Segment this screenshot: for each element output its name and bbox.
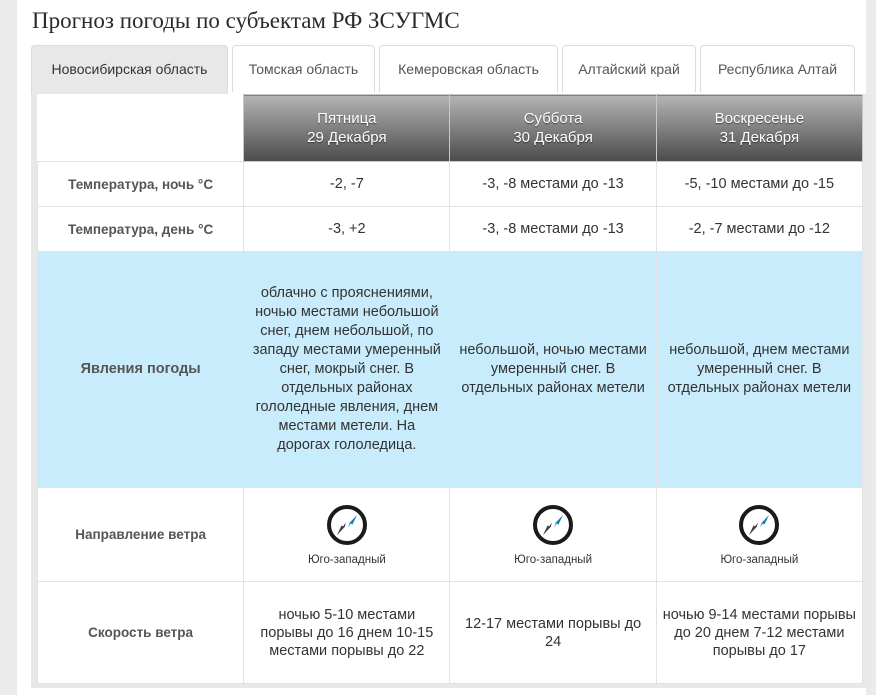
row-label: Явления погоды xyxy=(38,252,244,488)
wind-speed-value: 12-17 местами порывы до 24 xyxy=(450,582,656,684)
temp-night-value: -5, -10 местами до -15 xyxy=(656,162,862,207)
day-date: 29 Декабря xyxy=(307,129,387,146)
row-weather xyxy=(38,252,863,488)
wind-speed-value: ночью 5-10 местами порывы до 16 днем 10-15 местами порывы до 22 xyxy=(244,582,450,684)
wind-dir-cell xyxy=(656,488,862,582)
page-title: Прогноз погоды по субъектам РФ ЗСУГМС xyxy=(32,8,460,33)
row-label: Температура, день °С xyxy=(38,207,244,252)
header-corner xyxy=(38,95,244,162)
row-label: Скорость ветра xyxy=(38,582,244,684)
temp-night-value: -2, -7 xyxy=(244,162,450,207)
tab-panel xyxy=(31,94,871,688)
day-header-friday xyxy=(244,95,450,162)
weather-value: облачно с прояснениями, ночью местами небольшой снег, днем небольшой, по западу местами умеренный снег, мокрый снег. В отдельных районах гололедные явления, днем местами метели. На дорогах гололедица. xyxy=(244,252,450,488)
wind-speed-value: ночью 9-14 местами порывы до 20 днем 7-12 местами порывы до 17 xyxy=(656,582,862,684)
day-header-sunday xyxy=(656,95,862,162)
wind-dir-cell xyxy=(450,488,656,582)
temp-day-value: -3, -8 местами до -13 xyxy=(450,207,656,252)
header-row xyxy=(38,95,863,162)
row-temp-night xyxy=(38,162,863,207)
row-temp-day xyxy=(38,207,863,252)
tab-kemerovo[interactable]: Кемеровская область xyxy=(379,45,558,92)
tab-novosibirsk[interactable]: Новосибирская область xyxy=(31,45,228,94)
compass-icon xyxy=(326,504,368,546)
tab-tomsk[interactable]: Томская область xyxy=(232,45,375,92)
day-weekday: Воскресенье xyxy=(714,110,805,127)
region-tabs xyxy=(31,45,871,94)
day-weekday: Пятница xyxy=(317,110,377,127)
row-wind-speed xyxy=(38,582,863,684)
row-label: Направление ветра xyxy=(38,488,244,582)
temp-day-value: -3, +2 xyxy=(244,207,450,252)
compass-icon xyxy=(738,504,780,546)
temp-night-value: -3, -8 местами до -13 xyxy=(450,162,656,207)
compass-icon xyxy=(532,504,574,546)
temp-day-value: -2, -7 местами до -12 xyxy=(656,207,862,252)
weather-value: небольшой, днем местами умеренный снег. В отдельных районах метели xyxy=(656,252,862,488)
day-header-saturday xyxy=(450,95,656,162)
day-weekday: Суббота xyxy=(523,110,583,127)
row-label: Температура, ночь °С xyxy=(38,162,244,207)
tab-altai-krai[interactable]: Алтайский край xyxy=(562,45,696,92)
tab-altai-republic[interactable]: Республика Алтай xyxy=(700,45,855,92)
wind-dir-value: Юго-западный xyxy=(720,553,799,566)
wind-dir-value: Юго-западный xyxy=(514,553,592,566)
day-date: 31 Декабря xyxy=(719,129,800,146)
day-date: 30 Декабря xyxy=(513,129,593,146)
wind-dir-cell xyxy=(244,488,450,582)
row-wind-direction xyxy=(38,488,863,582)
weather-value: небольшой, ночью местами умеренный снег. В отдельных районах метели xyxy=(450,252,656,488)
wind-dir-value: Юго-западный xyxy=(307,553,386,566)
forecast-table xyxy=(37,94,863,684)
forecast-card xyxy=(17,0,866,695)
